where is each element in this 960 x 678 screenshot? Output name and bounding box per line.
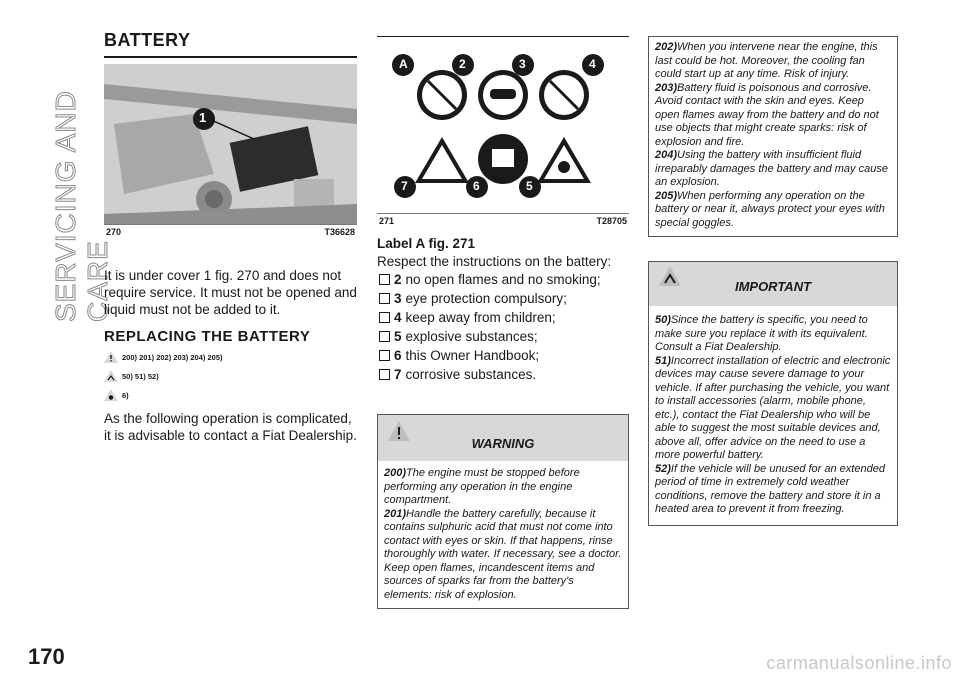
warning-item: 202)When you intervene near the engine, this last could be hot. Moreover, the cooling fan could start up at any time. Risk of injury. (655, 41, 878, 80)
warning-icon (388, 421, 410, 441)
figure-label-4: 4 (589, 57, 596, 71)
figure-label-a: A (399, 57, 408, 71)
warning-box (377, 414, 629, 609)
label-title: Label A fig. 271 (377, 236, 476, 251)
figure-number: 271 (379, 216, 395, 226)
warning-item: 203)Battery fluid is poisonous and corrosive. Avoid contact with the skin and eyes. Keep open flames away from the battery and do not use objects that might create sparks: risk of explosion and fire. (655, 81, 879, 148)
warning-continued-box (648, 36, 898, 237)
caution-icon (659, 266, 681, 286)
battery-intro-text: It is under cover 1 fig. 270 and does not require service. It must not be opened and liquid must not be added to it. (104, 268, 357, 317)
replacing-text: As the following operation is complicated, it is advisable to contact a Fiat Dealership. (104, 411, 357, 443)
important-item: 50)Since the battery is specific, you need to make sure you replace it with its equivalent. Consult a Fiat Dealership. (655, 314, 868, 353)
label-intro: Respect the instructions on the battery: (377, 254, 612, 269)
important-ref-list: 50) 51) 52) (122, 371, 159, 381)
warning-item: 200)The engine must be stopped before performing any operation in the engine compartment. (384, 467, 580, 506)
engine-bay-illustration (104, 64, 357, 224)
important-item: 51)Incorrect installation of electric and electronic devices may cause severe damage to your vehicle. If after purchasing the vehicle, you want to install accessories (alarm, mobile phone, etc.), contact the Fiat Dealership who will be able to suggest the most suitable devices and, above all, offer advice on the need to use a more powerful battery. (655, 354, 891, 461)
warning-ref-list: 200) 201) 202) 203) 204) 205) (122, 352, 223, 362)
important-item: 52)If the vehicle will be unused for an extended period of time in extremely cold weather conditions, remove the battery and store it in a heated area to prevent it from freezing. (655, 462, 885, 515)
column-battery (104, 30, 357, 444)
page-title: BATTERY (104, 30, 191, 50)
list-item: 6 this Owner Handbook; (377, 346, 629, 365)
figure-code: T28705 (596, 216, 627, 226)
column-warnings (648, 36, 898, 526)
label-figure (377, 37, 629, 214)
page-number: 170 (28, 644, 65, 669)
battery-figure (104, 64, 357, 225)
label-instruction-list (377, 270, 629, 384)
warning-header (378, 415, 628, 461)
figure-caption (104, 225, 357, 237)
environment-ref-list: 6) (122, 390, 129, 400)
warning-body (378, 461, 628, 608)
warning-title: WARNING (471, 435, 535, 451)
list-item: 7 corrosive substances. (377, 365, 629, 384)
warning-item: 204)Using the battery with insufficient fluid irreparably damages the battery and may cause an explosion. (655, 149, 888, 188)
figure-label-5: 5 (526, 179, 533, 193)
figure-label-3: 3 (519, 57, 526, 71)
environment-refs (104, 388, 357, 402)
warning-item: 205)When performing any operation on the battery or near it, always protect your eyes with special goggles. (655, 189, 885, 229)
watermark: carmanualsonline.info (766, 653, 952, 673)
title-rule (104, 56, 357, 58)
list-item: 2 no open flames and no smoking; (377, 270, 629, 289)
caution-icon (104, 370, 118, 382)
important-box (648, 261, 898, 526)
list-item: 3 eye protection compulsory; (377, 289, 629, 308)
important-body (649, 306, 897, 525)
environment-icon (104, 389, 118, 401)
figure-label-6: 6 (473, 179, 480, 193)
warning-icon (104, 351, 118, 363)
important-refs (104, 369, 357, 383)
warning-refs (104, 350, 357, 364)
replacing-title: REPLACING THE BATTERY (104, 328, 311, 345)
column-label (377, 30, 629, 609)
figure-number: 270 (106, 227, 122, 237)
figure-code: T36628 (324, 227, 355, 237)
section-side-title: SERVICING AND CARE (50, 90, 113, 322)
important-header (649, 262, 897, 306)
warning-item: 201)Handle the battery carefully, because it contains sulphuric acid that must not come into contact with eyes or skin. If that happens, rinse thoroughly with water. If necessary, see a doctor. Keep open flames, incandescent items and sources of sparks far from the battery's elements: risk of explosion. (384, 507, 622, 601)
list-item: 4 keep away from children; (377, 308, 629, 327)
figure-callout-1: 1 (199, 110, 207, 125)
list-item: 5 explosive substances; (377, 327, 629, 346)
figure-caption (377, 214, 629, 226)
figure-label-2: 2 (459, 57, 466, 71)
important-title: IMPORTANT (734, 278, 812, 294)
figure-label-7: 7 (401, 179, 408, 193)
